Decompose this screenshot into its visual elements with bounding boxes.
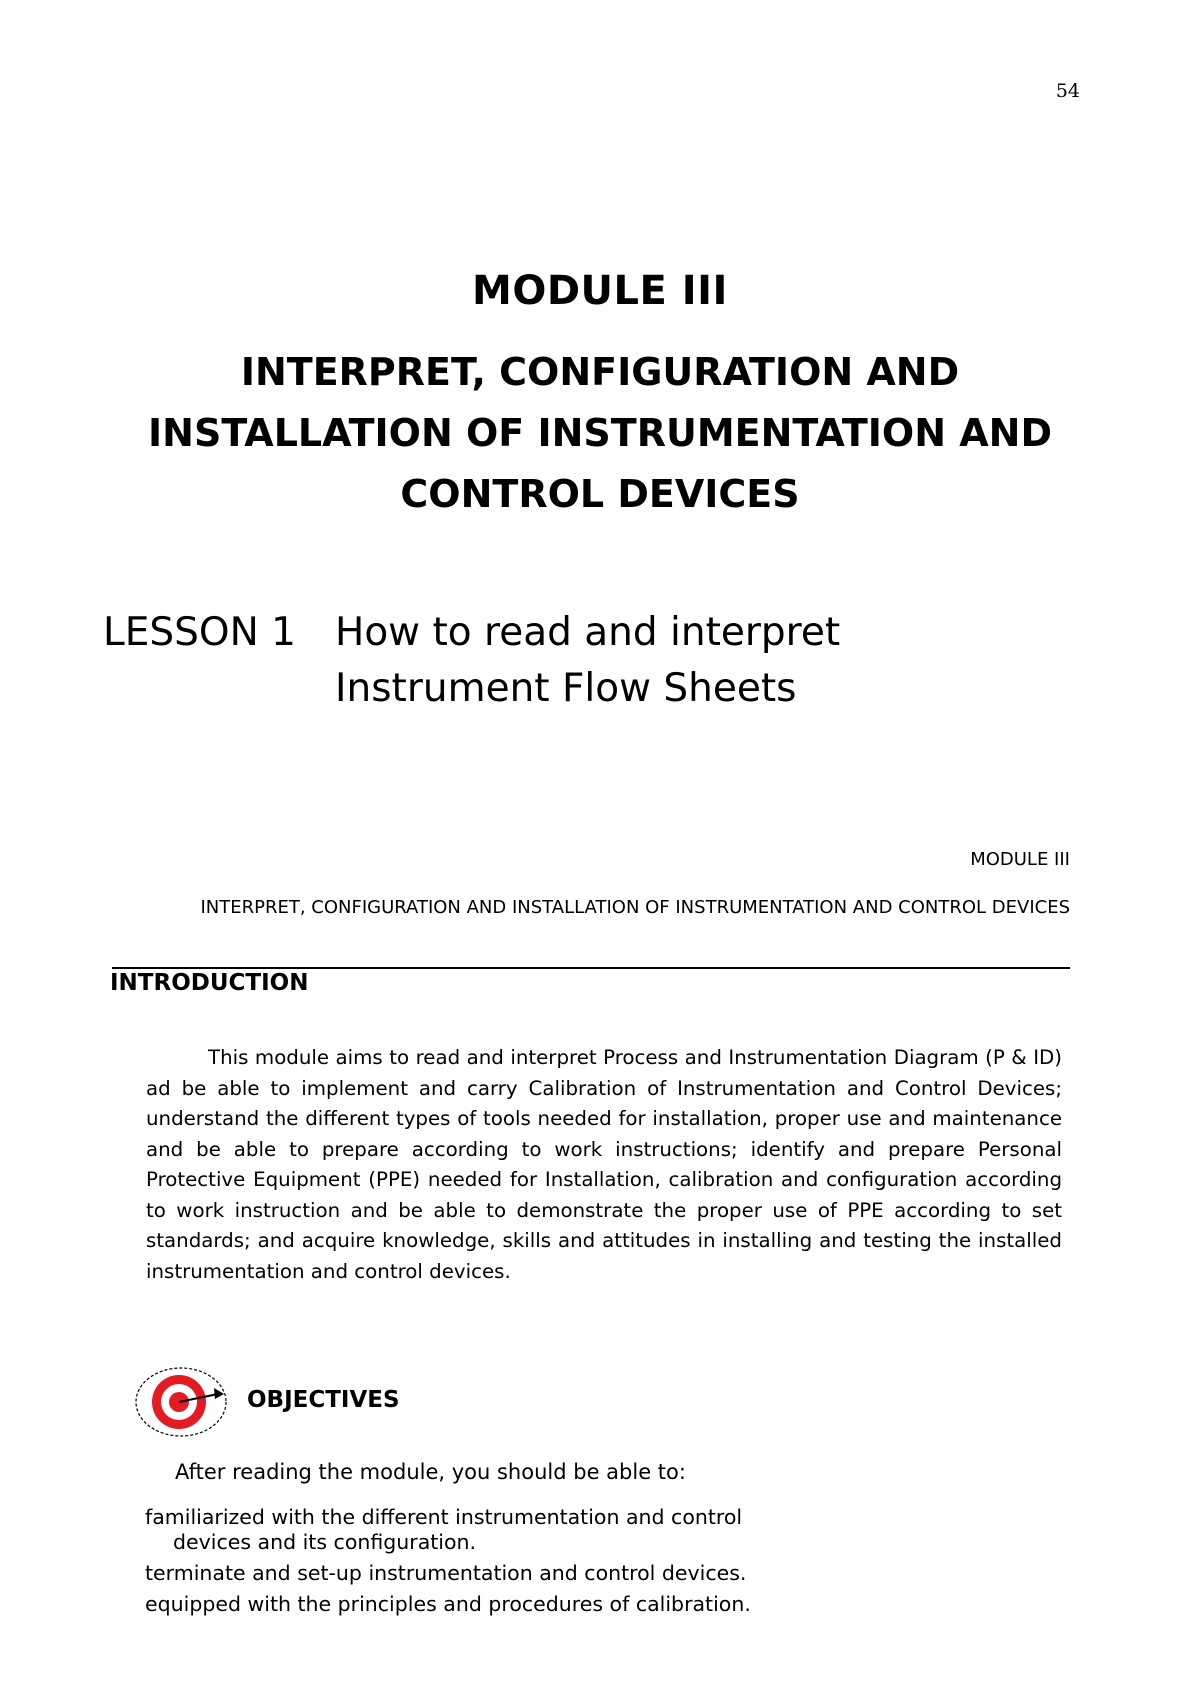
- header-divider: [112, 967, 1070, 969]
- lesson-title-line-1: How to read and interpret: [335, 610, 841, 655]
- lesson-title-line-2: Instrument Flow Sheets: [335, 666, 797, 711]
- section-header-module: MODULE III: [970, 849, 1070, 870]
- objective-item: terminate and set-up instrumentation and control devices.: [145, 1561, 747, 1585]
- introduction-body: This module aims to read and interpret Process and Instrumentation Diagram (P & ID) ad be able to implement and carry Calibration of Instrumentation and Control Devices; understand the different types of tools needed for installation, proper use and maintenance and be able to prepare according to work instructions; identify and prepare Personal Protective Equipment (PPE) needed for Installation, calibration and configuration according to work instruction and be able to demonstrate the proper use of PPE according to set standards; and acquire knowledge, skills and attitudes in installing and testing the installed instrumentation and control devices.: [146, 1046, 1062, 1283]
- module-heading: MODULE III: [472, 268, 728, 314]
- section-header-title: INTERPRET, CONFIGURATION AND INSTALLATION OF INSTRUMENTATION AND CONTROL DEVICES: [200, 897, 1070, 918]
- module-title: INTERPRET, CONFIGURATION AND INSTALLATION OF INSTRUMENTATION AND CONTROL DEVICES: [148, 350, 1052, 516]
- introduction-heading: INTRODUCTION: [110, 970, 309, 996]
- lesson-title: [335, 605, 1035, 717]
- objectives-lead: After reading the module, you should be able to:: [175, 1460, 686, 1484]
- page-number: 54: [1055, 80, 1080, 102]
- objective-item: equipped with the principles and procedures of calibration.: [145, 1592, 751, 1616]
- target-icon: [134, 1364, 232, 1440]
- objectives-list: [145, 1505, 825, 1623]
- objective-item: familiarized with the different instrumentation and control devices and its configuration.: [145, 1505, 743, 1554]
- lesson-label: LESSON 1: [103, 610, 296, 655]
- objectives-heading: OBJECTIVES: [247, 1387, 400, 1413]
